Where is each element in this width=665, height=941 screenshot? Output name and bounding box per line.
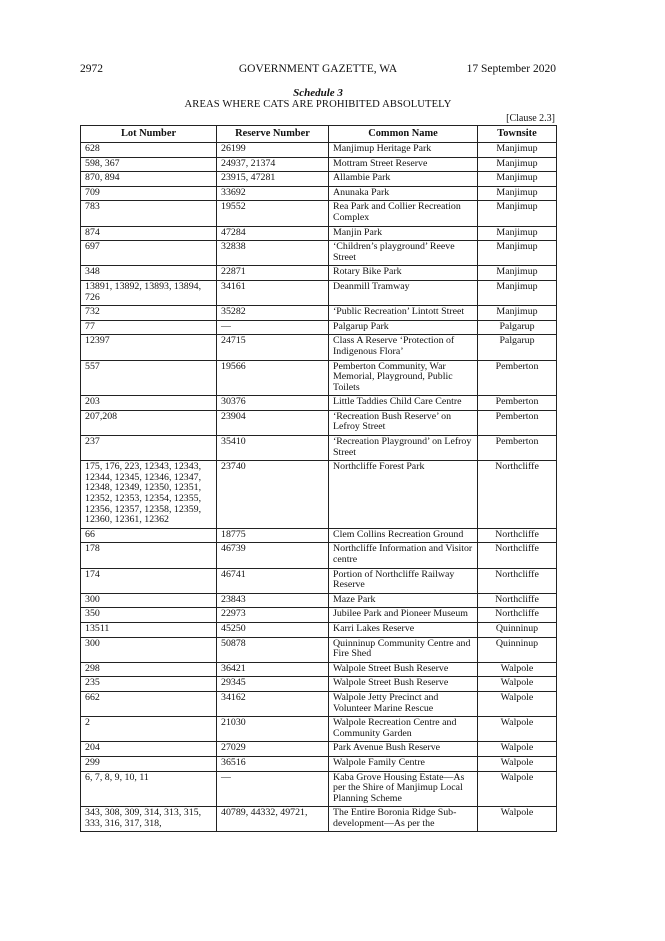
table-row	[81, 717, 557, 742]
townsite-cell: Palgarup	[478, 320, 557, 335]
reserve-number-cell: 24937, 21374	[217, 157, 329, 172]
lot-number-cell: 343, 308, 309, 314, 313, 315, 333, 316, 317, 318,	[81, 807, 217, 832]
table-row	[81, 266, 557, 281]
lot-number-cell: 174	[81, 568, 217, 593]
townsite-cell: Walpole	[478, 756, 557, 771]
reserve-number-cell: 29345	[217, 677, 329, 692]
common-name-cell: Walpole Family Centre	[329, 756, 478, 771]
common-name-cell: Class A Reserve ‘Protection of Indigenous Flora’	[329, 335, 478, 360]
reserve-number-cell: —	[217, 320, 329, 335]
townsite-cell: Northcliffe	[478, 568, 557, 593]
townsite-cell: Manjimup	[478, 157, 557, 172]
reserve-number-cell: 30376	[217, 396, 329, 411]
townsite-cell: Pemberton	[478, 410, 557, 435]
lot-number-cell: 203	[81, 396, 217, 411]
reserve-number-cell: 34162	[217, 691, 329, 716]
table-row	[81, 241, 557, 266]
column-header-common-name: Common Name	[329, 126, 478, 143]
table-row	[81, 637, 557, 662]
common-name-cell: Clem Collins Recreation Ground	[329, 528, 478, 543]
townsite-cell: Palgarup	[478, 335, 557, 360]
lot-number-cell: 204	[81, 742, 217, 757]
common-name-cell: Walpole Street Bush Reserve	[329, 662, 478, 677]
common-name-cell: ‘Children’s playground’ Reeve Street	[329, 241, 478, 266]
townsite-cell: Pemberton	[478, 436, 557, 461]
table-row	[81, 226, 557, 241]
reserve-number-cell: 18775	[217, 528, 329, 543]
reserve-number-cell: 36421	[217, 662, 329, 677]
townsite-cell: Walpole	[478, 662, 557, 677]
reserve-number-cell: 19566	[217, 360, 329, 396]
reserve-number-cell: 36516	[217, 756, 329, 771]
table-row	[81, 543, 557, 568]
table-row	[81, 608, 557, 623]
table-row	[81, 320, 557, 335]
common-name-cell: Karri Lakes Reserve	[329, 622, 478, 637]
common-name-cell: The Entire Boronia Ridge Sub-development—As per the	[329, 807, 478, 832]
common-name-cell: Walpole Recreation Centre and Community Garden	[329, 717, 478, 742]
table-row	[81, 568, 557, 593]
lot-number-cell: 732	[81, 306, 217, 321]
common-name-cell: Park Avenue Bush Reserve	[329, 742, 478, 757]
townsite-cell: Manjimup	[478, 186, 557, 201]
lot-number-cell: 6, 7, 8, 9, 10, 11	[81, 771, 217, 807]
common-name-cell: ‘Recreation Playground’ on Lefroy Street	[329, 436, 478, 461]
townsite-cell: Walpole	[478, 742, 557, 757]
common-name-cell: Quinninup Community Centre and Fire Shed	[329, 637, 478, 662]
townsite-cell: Quinninup	[478, 637, 557, 662]
table-row	[81, 742, 557, 757]
table-row	[81, 157, 557, 172]
townsite-cell: Quinninup	[478, 622, 557, 637]
lot-number-cell: 628	[81, 143, 217, 158]
schedule-heading: AREAS WHERE CATS ARE PROHIBITED ABSOLUTELY	[184, 99, 452, 110]
table-row	[81, 335, 557, 360]
common-name-cell: Rotary Bike Park	[329, 266, 478, 281]
page-header	[80, 62, 556, 76]
common-name-cell: Northcliffe Forest Park	[329, 461, 478, 529]
lot-number-cell: 350	[81, 608, 217, 623]
table-row	[81, 436, 557, 461]
reserve-number-cell: 21030	[217, 717, 329, 742]
common-name-cell: ‘Recreation Bush Reserve’ on Lefroy Street	[329, 410, 478, 435]
publication-title: GOVERNMENT GAZETTE, WA	[238, 63, 398, 75]
table-row	[81, 396, 557, 411]
table-row	[81, 172, 557, 187]
lot-number-cell: 300	[81, 637, 217, 662]
townsite-cell: Walpole	[478, 677, 557, 692]
reserve-number-cell: —	[217, 771, 329, 807]
common-name-cell: Maze Park	[329, 593, 478, 608]
page-number: 2972	[80, 63, 103, 75]
townsite-cell: Walpole	[478, 807, 557, 832]
table-row	[81, 662, 557, 677]
reserve-number-cell: 45250	[217, 622, 329, 637]
lot-number-cell: 77	[81, 320, 217, 335]
common-name-cell: Rea Park and Collier Recreation Complex	[329, 201, 478, 226]
reserve-number-cell: 47284	[217, 226, 329, 241]
townsite-cell: Manjimup	[478, 306, 557, 321]
table-row	[81, 186, 557, 201]
schedule-title: Schedule 3	[293, 87, 343, 99]
reserve-number-cell: 22871	[217, 266, 329, 281]
lot-number-cell: 235	[81, 677, 217, 692]
lot-number-cell: 299	[81, 756, 217, 771]
lot-number-cell: 557	[81, 360, 217, 396]
reserve-number-cell: 23843	[217, 593, 329, 608]
lot-number-cell: 175, 176, 223, 12343, 12343, 12344, 12345, 12346, 12347, 12348, 12349, 12350, 12351, 12352, 12353, 12354, 12355, 12356, 12357, 12358, 12359, 12360, 12361, 12362	[81, 461, 217, 529]
lot-number-cell: 783	[81, 201, 217, 226]
townsite-cell: Manjimup	[478, 172, 557, 187]
clause-reference: [Clause 2.3]	[506, 113, 555, 124]
lot-number-cell: 348	[81, 266, 217, 281]
common-name-cell: Pemberton Community, War Memorial, Playground, Public Toilets	[329, 360, 478, 396]
reserve-number-cell: 35410	[217, 436, 329, 461]
common-name-cell: Palgarup Park	[329, 320, 478, 335]
common-name-cell: Walpole Jetty Precinct and Volunteer Marine Rescue	[329, 691, 478, 716]
townsite-cell: Manjimup	[478, 201, 557, 226]
townsite-cell: Walpole	[478, 771, 557, 807]
townsite-cell: Walpole	[478, 691, 557, 716]
reserve-number-cell: 34161	[217, 280, 329, 305]
common-name-cell: Allambie Park	[329, 172, 478, 187]
schedule-table	[80, 125, 557, 832]
reserve-number-cell: 27029	[217, 742, 329, 757]
townsite-cell: Northcliffe	[478, 461, 557, 529]
lot-number-cell: 13511	[81, 622, 217, 637]
reserve-number-cell: 24715	[217, 335, 329, 360]
reserve-number-cell: 50878	[217, 637, 329, 662]
table-row	[81, 677, 557, 692]
reserve-number-cell: 22973	[217, 608, 329, 623]
reserve-number-cell: 40789, 44332, 49721,	[217, 807, 329, 832]
reserve-number-cell: 26199	[217, 143, 329, 158]
lot-number-cell: 13891, 13892, 13893, 13894, 726	[81, 280, 217, 305]
townsite-cell: Walpole	[478, 717, 557, 742]
townsite-cell: Manjimup	[478, 280, 557, 305]
reserve-number-cell: 23915, 47281	[217, 172, 329, 187]
reserve-number-cell: 19552	[217, 201, 329, 226]
lot-number-cell: 697	[81, 241, 217, 266]
townsite-cell: Northcliffe	[478, 543, 557, 568]
reserve-number-cell: 33692	[217, 186, 329, 201]
lot-number-cell: 178	[81, 543, 217, 568]
table-row	[81, 461, 557, 529]
table-row	[81, 201, 557, 226]
common-name-cell: Walpole Street Bush Reserve	[329, 677, 478, 692]
lot-number-cell: 300	[81, 593, 217, 608]
lot-number-cell: 662	[81, 691, 217, 716]
reserve-number-cell: 32838	[217, 241, 329, 266]
common-name-cell: ‘Public Recreation’ Lintott Street	[329, 306, 478, 321]
townsite-cell: Northcliffe	[478, 593, 557, 608]
common-name-cell: Manjimup Heritage Park	[329, 143, 478, 158]
table-body	[81, 143, 557, 832]
lot-number-cell: 709	[81, 186, 217, 201]
townsite-cell: Manjimup	[478, 143, 557, 158]
lot-number-cell: 598, 367	[81, 157, 217, 172]
table-row	[81, 306, 557, 321]
table-row	[81, 593, 557, 608]
column-header-townsite: Townsite	[478, 126, 557, 143]
common-name-cell: Mottram Street Reserve	[329, 157, 478, 172]
reserve-number-cell: 35282	[217, 306, 329, 321]
townsite-cell: Manjimup	[478, 266, 557, 281]
townsite-cell: Pemberton	[478, 360, 557, 396]
reserve-number-cell: 23904	[217, 410, 329, 435]
table-row	[81, 622, 557, 637]
common-name-cell: Kaba Grove Housing Estate—As per the Shire of Manjimup Local Planning Scheme	[329, 771, 478, 807]
publication-date: 17 September 2020	[466, 63, 556, 75]
common-name-cell: Jubilee Park and Pioneer Museum	[329, 608, 478, 623]
lot-number-cell: 2	[81, 717, 217, 742]
table-row	[81, 807, 557, 832]
common-name-cell: Anunaka Park	[329, 186, 478, 201]
townsite-cell: Northcliffe	[478, 608, 557, 623]
table-row	[81, 410, 557, 435]
townsite-cell: Northcliffe	[478, 528, 557, 543]
lot-number-cell: 66	[81, 528, 217, 543]
lot-number-cell: 870, 894	[81, 172, 217, 187]
table-header-row	[81, 126, 557, 143]
townsite-cell: Pemberton	[478, 396, 557, 411]
table-row	[81, 771, 557, 807]
townsite-cell: Manjimup	[478, 226, 557, 241]
table-row	[81, 143, 557, 158]
common-name-cell: Northcliffe Information and Visitor centre	[329, 543, 478, 568]
lot-number-cell: 237	[81, 436, 217, 461]
common-name-cell: Manjin Park	[329, 226, 478, 241]
lot-number-cell: 12397	[81, 335, 217, 360]
common-name-cell: Deanmill Tramway	[329, 280, 478, 305]
table-row	[81, 360, 557, 396]
table-row	[81, 280, 557, 305]
lot-number-cell: 207,208	[81, 410, 217, 435]
lot-number-cell: 874	[81, 226, 217, 241]
reserve-number-cell: 23740	[217, 461, 329, 529]
reserve-number-cell: 46741	[217, 568, 329, 593]
table-row	[81, 756, 557, 771]
table-row	[81, 691, 557, 716]
column-header-lot-number: Lot Number	[81, 126, 217, 143]
lot-number-cell: 298	[81, 662, 217, 677]
common-name-cell: Portion of Northcliffe Railway Reserve	[329, 568, 478, 593]
reserve-number-cell: 46739	[217, 543, 329, 568]
common-name-cell: Little Taddies Child Care Centre	[329, 396, 478, 411]
column-header-reserve-number: Reserve Number	[217, 126, 329, 143]
table-row	[81, 528, 557, 543]
townsite-cell: Manjimup	[478, 241, 557, 266]
